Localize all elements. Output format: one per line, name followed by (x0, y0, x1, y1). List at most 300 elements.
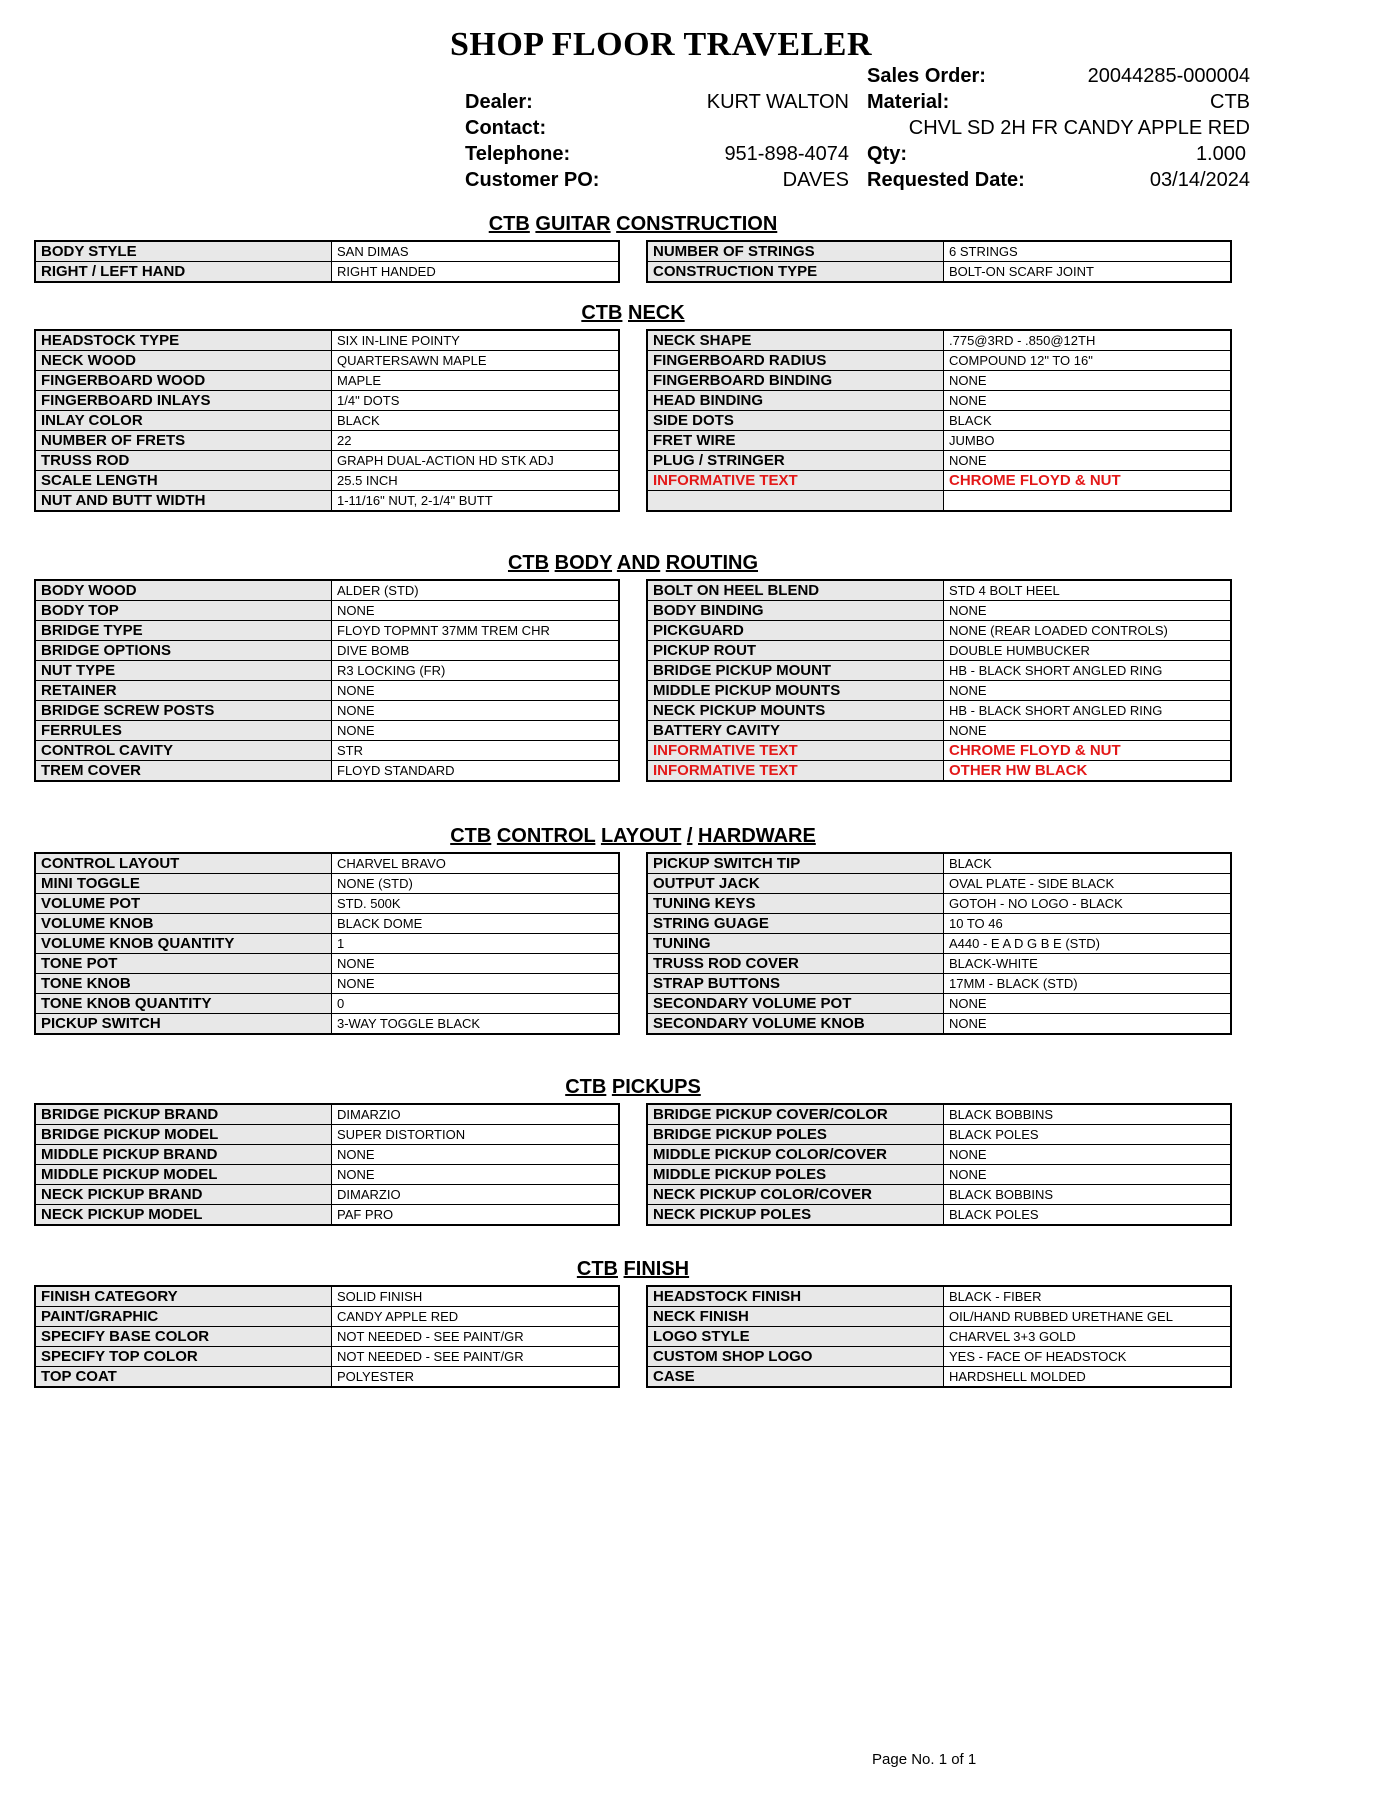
spec-label: PAINT/GRAPHIC (35, 1307, 332, 1327)
spec-value: 0 (332, 994, 620, 1014)
spec-label: MIDDLE PICKUP BRAND (35, 1145, 332, 1165)
section-title-word: CTB (565, 1076, 607, 1098)
table-row (35, 853, 619, 874)
table-row (647, 661, 1231, 681)
spec-value: 3-WAY TOGGLE BLACK (332, 1014, 620, 1035)
spec-label: SPECIFY BASE COLOR (35, 1327, 332, 1347)
table-row (647, 1205, 1231, 1226)
spec-value: NONE (332, 601, 620, 621)
table-row (647, 641, 1231, 661)
spec-value: NONE (332, 954, 620, 974)
section-title-word: NECK (628, 302, 685, 324)
spec-value: CHROME FLOYD & NUT (944, 741, 1232, 761)
table-row (35, 241, 619, 262)
section-title-word: CTB (507, 552, 550, 574)
spec-value (944, 491, 1232, 512)
spec-value: CANDY APPLE RED (332, 1307, 620, 1327)
table-row (647, 954, 1231, 974)
spec-value: BLACK BOBBINS (944, 1185, 1232, 1205)
table-row (35, 580, 619, 601)
requested-date-value: 03/14/2024 (1149, 169, 1250, 191)
spec-label: HEADSTOCK TYPE (35, 330, 332, 351)
spec-label: PICKUP ROUT (647, 641, 944, 661)
table-row (647, 371, 1231, 391)
spec-value: NONE (944, 601, 1232, 621)
table-row (647, 1145, 1231, 1165)
spec-label: NECK PICKUP COLOR/COVER (647, 1185, 944, 1205)
section-title-word: CTB (488, 213, 530, 235)
spec-label: FINGERBOARD INLAYS (35, 391, 332, 411)
section-title-word: LAYOUT (600, 825, 682, 847)
spec-label: MIDDLE PICKUP COLOR/COVER (647, 1145, 944, 1165)
spec-label: CONSTRUCTION TYPE (647, 262, 944, 283)
spec-value: 1 (332, 934, 620, 954)
spec-label: HEAD BINDING (647, 391, 944, 411)
spec-value: CHARVEL BRAVO (332, 853, 620, 874)
spec-value: NONE (944, 681, 1232, 701)
spec-label: BRIDGE OPTIONS (35, 641, 332, 661)
table-row (647, 914, 1231, 934)
spec-label: INFORMATIVE TEXT (647, 741, 944, 761)
customer-po-value: DAVES (782, 169, 849, 191)
table-row (35, 741, 619, 761)
spec-label: NECK FINISH (647, 1307, 944, 1327)
spec-value: .775@3RD - .850@12TH (944, 330, 1232, 351)
spec-value: HB - BLACK SHORT ANGLED RING (944, 701, 1232, 721)
section-0 (34, 211, 1232, 283)
telephone-value: 951-898-4074 (724, 143, 849, 165)
spec-value: NONE (332, 701, 620, 721)
spec-label: TONE POT (35, 954, 332, 974)
table-row (647, 1125, 1231, 1145)
spec-table-right (646, 852, 1232, 1035)
spec-label: INFORMATIVE TEXT (647, 471, 944, 491)
spec-value: NONE (332, 1165, 620, 1185)
spec-label (647, 491, 944, 512)
spec-label: BODY BINDING (647, 601, 944, 621)
spec-table-left (34, 1285, 620, 1388)
dealer-value: KURT WALTON (706, 91, 849, 113)
spec-label: PICKUP SWITCH (35, 1014, 332, 1035)
table-row (35, 1125, 619, 1145)
section-title-word: AND (616, 552, 661, 574)
spec-label: STRING GUAGE (647, 914, 944, 934)
table-row (35, 1145, 619, 1165)
spec-label: BRIDGE TYPE (35, 621, 332, 641)
table-row (647, 1327, 1231, 1347)
table-row (35, 661, 619, 681)
spec-value: GOTOH - NO LOGO - BLACK (944, 894, 1232, 914)
spec-label: TRUSS ROD COVER (647, 954, 944, 974)
table-row (35, 701, 619, 721)
spec-label: BRIDGE PICKUP BRAND (35, 1104, 332, 1125)
spec-label: FINGERBOARD BINDING (647, 371, 944, 391)
spec-label: TONE KNOB (35, 974, 332, 994)
spec-table-left (34, 852, 620, 1035)
section-4 (34, 1074, 1232, 1226)
table-row (35, 621, 619, 641)
table-row (35, 974, 619, 994)
table-row (35, 1327, 619, 1347)
spec-label: BRIDGE PICKUP MODEL (35, 1125, 332, 1145)
spec-value: BLACK - FIBER (944, 1286, 1232, 1307)
table-row (35, 1104, 619, 1125)
table-row (647, 934, 1231, 954)
table-row (35, 1205, 619, 1226)
spec-value: BLACK (944, 853, 1232, 874)
spec-label: SPECIFY TOP COLOR (35, 1347, 332, 1367)
table-row (647, 741, 1231, 761)
spec-label: NUMBER OF FRETS (35, 431, 332, 451)
spec-value: CHROME FLOYD & NUT (944, 471, 1232, 491)
section-title (34, 823, 1232, 849)
table-row (35, 471, 619, 491)
qty-value: 1.000 (1195, 143, 1246, 165)
spec-label: CONTROL LAYOUT (35, 853, 332, 874)
spec-label: FRET WIRE (647, 431, 944, 451)
table-row (35, 1185, 619, 1205)
section-title-word: PICKUPS (611, 1076, 701, 1098)
telephone-label: Telephone: (465, 143, 571, 165)
spec-value: 6 STRINGS (944, 241, 1232, 262)
spec-value: JUMBO (944, 431, 1232, 451)
spec-label: NECK SHAPE (647, 330, 944, 351)
table-row (647, 411, 1231, 431)
table-row (35, 491, 619, 512)
spec-value: 22 (332, 431, 620, 451)
table-row (35, 721, 619, 741)
spec-value: NONE (332, 681, 620, 701)
spec-value: OTHER HW BLACK (944, 761, 1232, 782)
section-title-word: HARDWARE (698, 825, 816, 847)
table-row (35, 451, 619, 471)
spec-label: NUT TYPE (35, 661, 332, 681)
spec-table-left (34, 329, 620, 512)
table-row (647, 894, 1231, 914)
spec-value: SOLID FINISH (332, 1286, 620, 1307)
spec-label: TRUSS ROD (35, 451, 332, 471)
spec-label: TREM COVER (35, 761, 332, 782)
table-row (35, 641, 619, 661)
table-row (647, 1185, 1231, 1205)
spec-label: NUT AND BUTT WIDTH (35, 491, 332, 512)
section-title-word: CTB (450, 825, 492, 847)
spec-label: MIDDLE PICKUP MODEL (35, 1165, 332, 1185)
spec-value: BLACK-WHITE (944, 954, 1232, 974)
table-row (647, 974, 1231, 994)
table-row (647, 601, 1231, 621)
spec-value: COMPOUND 12" TO 16" (944, 351, 1232, 371)
table-row (647, 1104, 1231, 1125)
spec-label: CONTROL CAVITY (35, 741, 332, 761)
spec-table-right (646, 240, 1232, 283)
table-row (647, 1347, 1231, 1367)
table-row (35, 1347, 619, 1367)
page-number: Page No. 1 of 1 (872, 1751, 977, 1768)
spec-value: NONE (REAR LOADED CONTROLS) (944, 621, 1232, 641)
spec-value: YES - FACE OF HEADSTOCK (944, 1347, 1232, 1367)
section-title-word: ROUTING (665, 552, 759, 574)
spec-value: PAF PRO (332, 1205, 620, 1226)
table-row (35, 601, 619, 621)
section-5 (34, 1256, 1232, 1388)
table-row (35, 1307, 619, 1327)
spec-value: R3 LOCKING (FR) (332, 661, 620, 681)
spec-value: MAPLE (332, 371, 620, 391)
section-title-word: CTB (576, 1258, 618, 1280)
spec-value: BLACK DOME (332, 914, 620, 934)
spec-label: CASE (647, 1367, 944, 1388)
table-row (35, 351, 619, 371)
sales-order-value: 20044285-000004 (1087, 65, 1250, 87)
spec-label: OUTPUT JACK (647, 874, 944, 894)
spec-table-right (646, 1285, 1232, 1388)
table-row (35, 954, 619, 974)
table-row (35, 934, 619, 954)
spec-label: BOLT ON HEEL BLEND (647, 580, 944, 601)
spec-label: PICKGUARD (647, 621, 944, 641)
spec-label: INLAY COLOR (35, 411, 332, 431)
spec-label: STRAP BUTTONS (647, 974, 944, 994)
spec-label: VOLUME POT (35, 894, 332, 914)
table-row (647, 621, 1231, 641)
table-row (647, 491, 1231, 512)
table-row (35, 681, 619, 701)
table-row (647, 1286, 1231, 1307)
table-row (35, 894, 619, 914)
spec-value: BLACK BOBBINS (944, 1104, 1232, 1125)
spec-value: STD 4 BOLT HEEL (944, 580, 1232, 601)
spec-label: NUMBER OF STRINGS (647, 241, 944, 262)
spec-label: MINI TOGGLE (35, 874, 332, 894)
spec-value: 1/4" DOTS (332, 391, 620, 411)
spec-value: RIGHT HANDED (332, 262, 620, 283)
table-row (35, 1165, 619, 1185)
spec-value: A440 - E A D G B E (STD) (944, 934, 1232, 954)
spec-value: NONE (332, 721, 620, 741)
table-row (647, 1014, 1231, 1035)
dealer-label: Dealer: (465, 91, 533, 113)
section-title (34, 550, 1232, 576)
spec-label: SECONDARY VOLUME POT (647, 994, 944, 1014)
spec-value: DIMARZIO (332, 1104, 620, 1125)
spec-label: FINISH CATEGORY (35, 1286, 332, 1307)
section-title (34, 211, 1232, 237)
spec-label: BRIDGE PICKUP MOUNT (647, 661, 944, 681)
table-row (647, 431, 1231, 451)
spec-label: NECK WOOD (35, 351, 332, 371)
table-row (35, 1014, 619, 1035)
spec-label: MIDDLE PICKUP POLES (647, 1165, 944, 1185)
spec-label: TUNING KEYS (647, 894, 944, 914)
table-row (647, 330, 1231, 351)
table-row (647, 262, 1231, 283)
table-row (647, 681, 1231, 701)
spec-label: BODY STYLE (35, 241, 332, 262)
section-title-word: BODY (554, 552, 613, 574)
section-title (34, 1256, 1232, 1282)
spec-label: TUNING (647, 934, 944, 954)
table-row (647, 580, 1231, 601)
spec-label: LOGO STYLE (647, 1327, 944, 1347)
sales-order-label: Sales Order: (867, 65, 986, 87)
spec-value: STD. 500K (332, 894, 620, 914)
table-row (647, 241, 1231, 262)
section-title-word: FINISH (623, 1258, 690, 1280)
spec-value: HB - BLACK SHORT ANGLED RING (944, 661, 1232, 681)
document-title: SHOP FLOOR TRAVELER (450, 26, 873, 63)
spec-value: CHARVEL 3+3 GOLD (944, 1327, 1232, 1347)
spec-value: BLACK (944, 411, 1232, 431)
section-title-word: GUITAR (535, 213, 611, 235)
table-row (647, 1165, 1231, 1185)
spec-value: NOT NEEDED - SEE PAINT/GR (332, 1347, 620, 1367)
spec-value: NOT NEEDED - SEE PAINT/GR (332, 1327, 620, 1347)
spec-label: NECK PICKUP MOUNTS (647, 701, 944, 721)
spec-table-left (34, 240, 620, 283)
spec-value: 10 TO 46 (944, 914, 1232, 934)
spec-label: RIGHT / LEFT HAND (35, 262, 332, 283)
spec-label: FERRULES (35, 721, 332, 741)
table-row (35, 1286, 619, 1307)
contact-label: Contact: (465, 117, 547, 139)
table-row (647, 1307, 1231, 1327)
section-title-word: CONTROL (496, 825, 596, 847)
spec-value: BLACK (332, 411, 620, 431)
spec-value: NONE (STD) (332, 874, 620, 894)
spec-label: BRIDGE PICKUP POLES (647, 1125, 944, 1145)
table-row (35, 330, 619, 351)
spec-value: NONE (944, 1145, 1232, 1165)
spec-label: FINGERBOARD RADIUS (647, 351, 944, 371)
table-row (647, 471, 1231, 491)
spec-label: TONE KNOB QUANTITY (35, 994, 332, 1014)
spec-label: PLUG / STRINGER (647, 451, 944, 471)
spec-label: NECK PICKUP POLES (647, 1205, 944, 1226)
section-title (34, 1074, 1232, 1100)
spec-value: NONE (944, 391, 1232, 411)
spec-label: HEADSTOCK FINISH (647, 1286, 944, 1307)
spec-value: NONE (332, 974, 620, 994)
spec-value: BLACK POLES (944, 1205, 1232, 1226)
material-label: Material: (867, 91, 950, 113)
spec-value: NONE (944, 994, 1232, 1014)
table-row (647, 721, 1231, 741)
spec-value: 17MM - BLACK (STD) (944, 974, 1232, 994)
requested-date-label: Requested Date: (867, 169, 1025, 191)
table-row (35, 411, 619, 431)
material-description: CHVL SD 2H FR CANDY APPLE RED (908, 117, 1250, 139)
table-row (647, 351, 1231, 371)
spec-value: NONE (944, 1165, 1232, 1185)
table-row (35, 994, 619, 1014)
spec-value: ALDER (STD) (332, 580, 620, 601)
section-title-word: / (686, 825, 693, 847)
spec-label: MIDDLE PICKUP MOUNTS (647, 681, 944, 701)
spec-value: GRAPH DUAL-ACTION HD STK ADJ (332, 451, 620, 471)
spec-value: SIX IN-LINE POINTY (332, 330, 620, 351)
spec-value: 1-11/16" NUT, 2-1/4" BUTT (332, 491, 620, 512)
spec-table-right (646, 579, 1232, 782)
spec-value: BLACK POLES (944, 1125, 1232, 1145)
spec-label: BRIDGE SCREW POSTS (35, 701, 332, 721)
spec-label: SCALE LENGTH (35, 471, 332, 491)
spec-value: POLYESTER (332, 1367, 620, 1388)
spec-label: FINGERBOARD WOOD (35, 371, 332, 391)
table-row (647, 874, 1231, 894)
spec-value: NONE (944, 451, 1232, 471)
table-row (35, 262, 619, 283)
spec-label: BODY TOP (35, 601, 332, 621)
spec-value: OVAL PLATE - SIDE BLACK (944, 874, 1232, 894)
spec-label: TOP COAT (35, 1367, 332, 1388)
qty-label: Qty: (867, 143, 907, 165)
table-row (647, 761, 1231, 782)
spec-value: OIL/HAND RUBBED URETHANE GEL (944, 1307, 1232, 1327)
spec-table-left (34, 1103, 620, 1226)
spec-label: NECK PICKUP MODEL (35, 1205, 332, 1226)
spec-value: SUPER DISTORTION (332, 1125, 620, 1145)
spec-label: CUSTOM SHOP LOGO (647, 1347, 944, 1367)
table-row (35, 914, 619, 934)
spec-value: DIMARZIO (332, 1185, 620, 1205)
spec-value: STR (332, 741, 620, 761)
spec-value: 25.5 INCH (332, 471, 620, 491)
spec-table-left (34, 579, 620, 782)
table-row (647, 451, 1231, 471)
spec-label: NECK PICKUP BRAND (35, 1185, 332, 1205)
section-title-word: CTB (581, 302, 623, 324)
spec-value: QUARTERSAWN MAPLE (332, 351, 620, 371)
table-row (35, 1367, 619, 1388)
table-row (35, 761, 619, 782)
spec-label: BRIDGE PICKUP COVER/COLOR (647, 1104, 944, 1125)
table-row (35, 391, 619, 411)
spec-label: BATTERY CAVITY (647, 721, 944, 741)
spec-label: BODY WOOD (35, 580, 332, 601)
spec-value: SAN DIMAS (332, 241, 620, 262)
spec-label: SIDE DOTS (647, 411, 944, 431)
spec-value: NONE (944, 1014, 1232, 1035)
spec-label: VOLUME KNOB (35, 914, 332, 934)
section-title (34, 300, 1232, 326)
section-2 (34, 550, 1232, 782)
table-row (647, 853, 1231, 874)
spec-table-right (646, 1103, 1232, 1226)
customer-po-label: Customer PO: (465, 169, 600, 191)
spec-value: FLOYD STANDARD (332, 761, 620, 782)
section-1 (34, 300, 1232, 512)
spec-table-right (646, 329, 1232, 512)
section-3 (34, 823, 1232, 1035)
section-title-word: CONSTRUCTION (616, 213, 778, 235)
spec-value: DIVE BOMB (332, 641, 620, 661)
spec-value: NONE (944, 371, 1232, 391)
table-row (647, 994, 1231, 1014)
spec-value: DOUBLE HUMBUCKER (944, 641, 1232, 661)
spec-value: NONE (944, 721, 1232, 741)
spec-value: NONE (332, 1145, 620, 1165)
table-row (647, 391, 1231, 411)
spec-label: SECONDARY VOLUME KNOB (647, 1014, 944, 1035)
table-row (35, 431, 619, 451)
spec-label: VOLUME KNOB QUANTITY (35, 934, 332, 954)
material-value: CTB (1210, 91, 1250, 113)
table-row (35, 874, 619, 894)
spec-value: BOLT-ON SCARF JOINT (944, 262, 1232, 283)
spec-value: HARDSHELL MOLDED (944, 1367, 1232, 1388)
spec-label: INFORMATIVE TEXT (647, 761, 944, 782)
